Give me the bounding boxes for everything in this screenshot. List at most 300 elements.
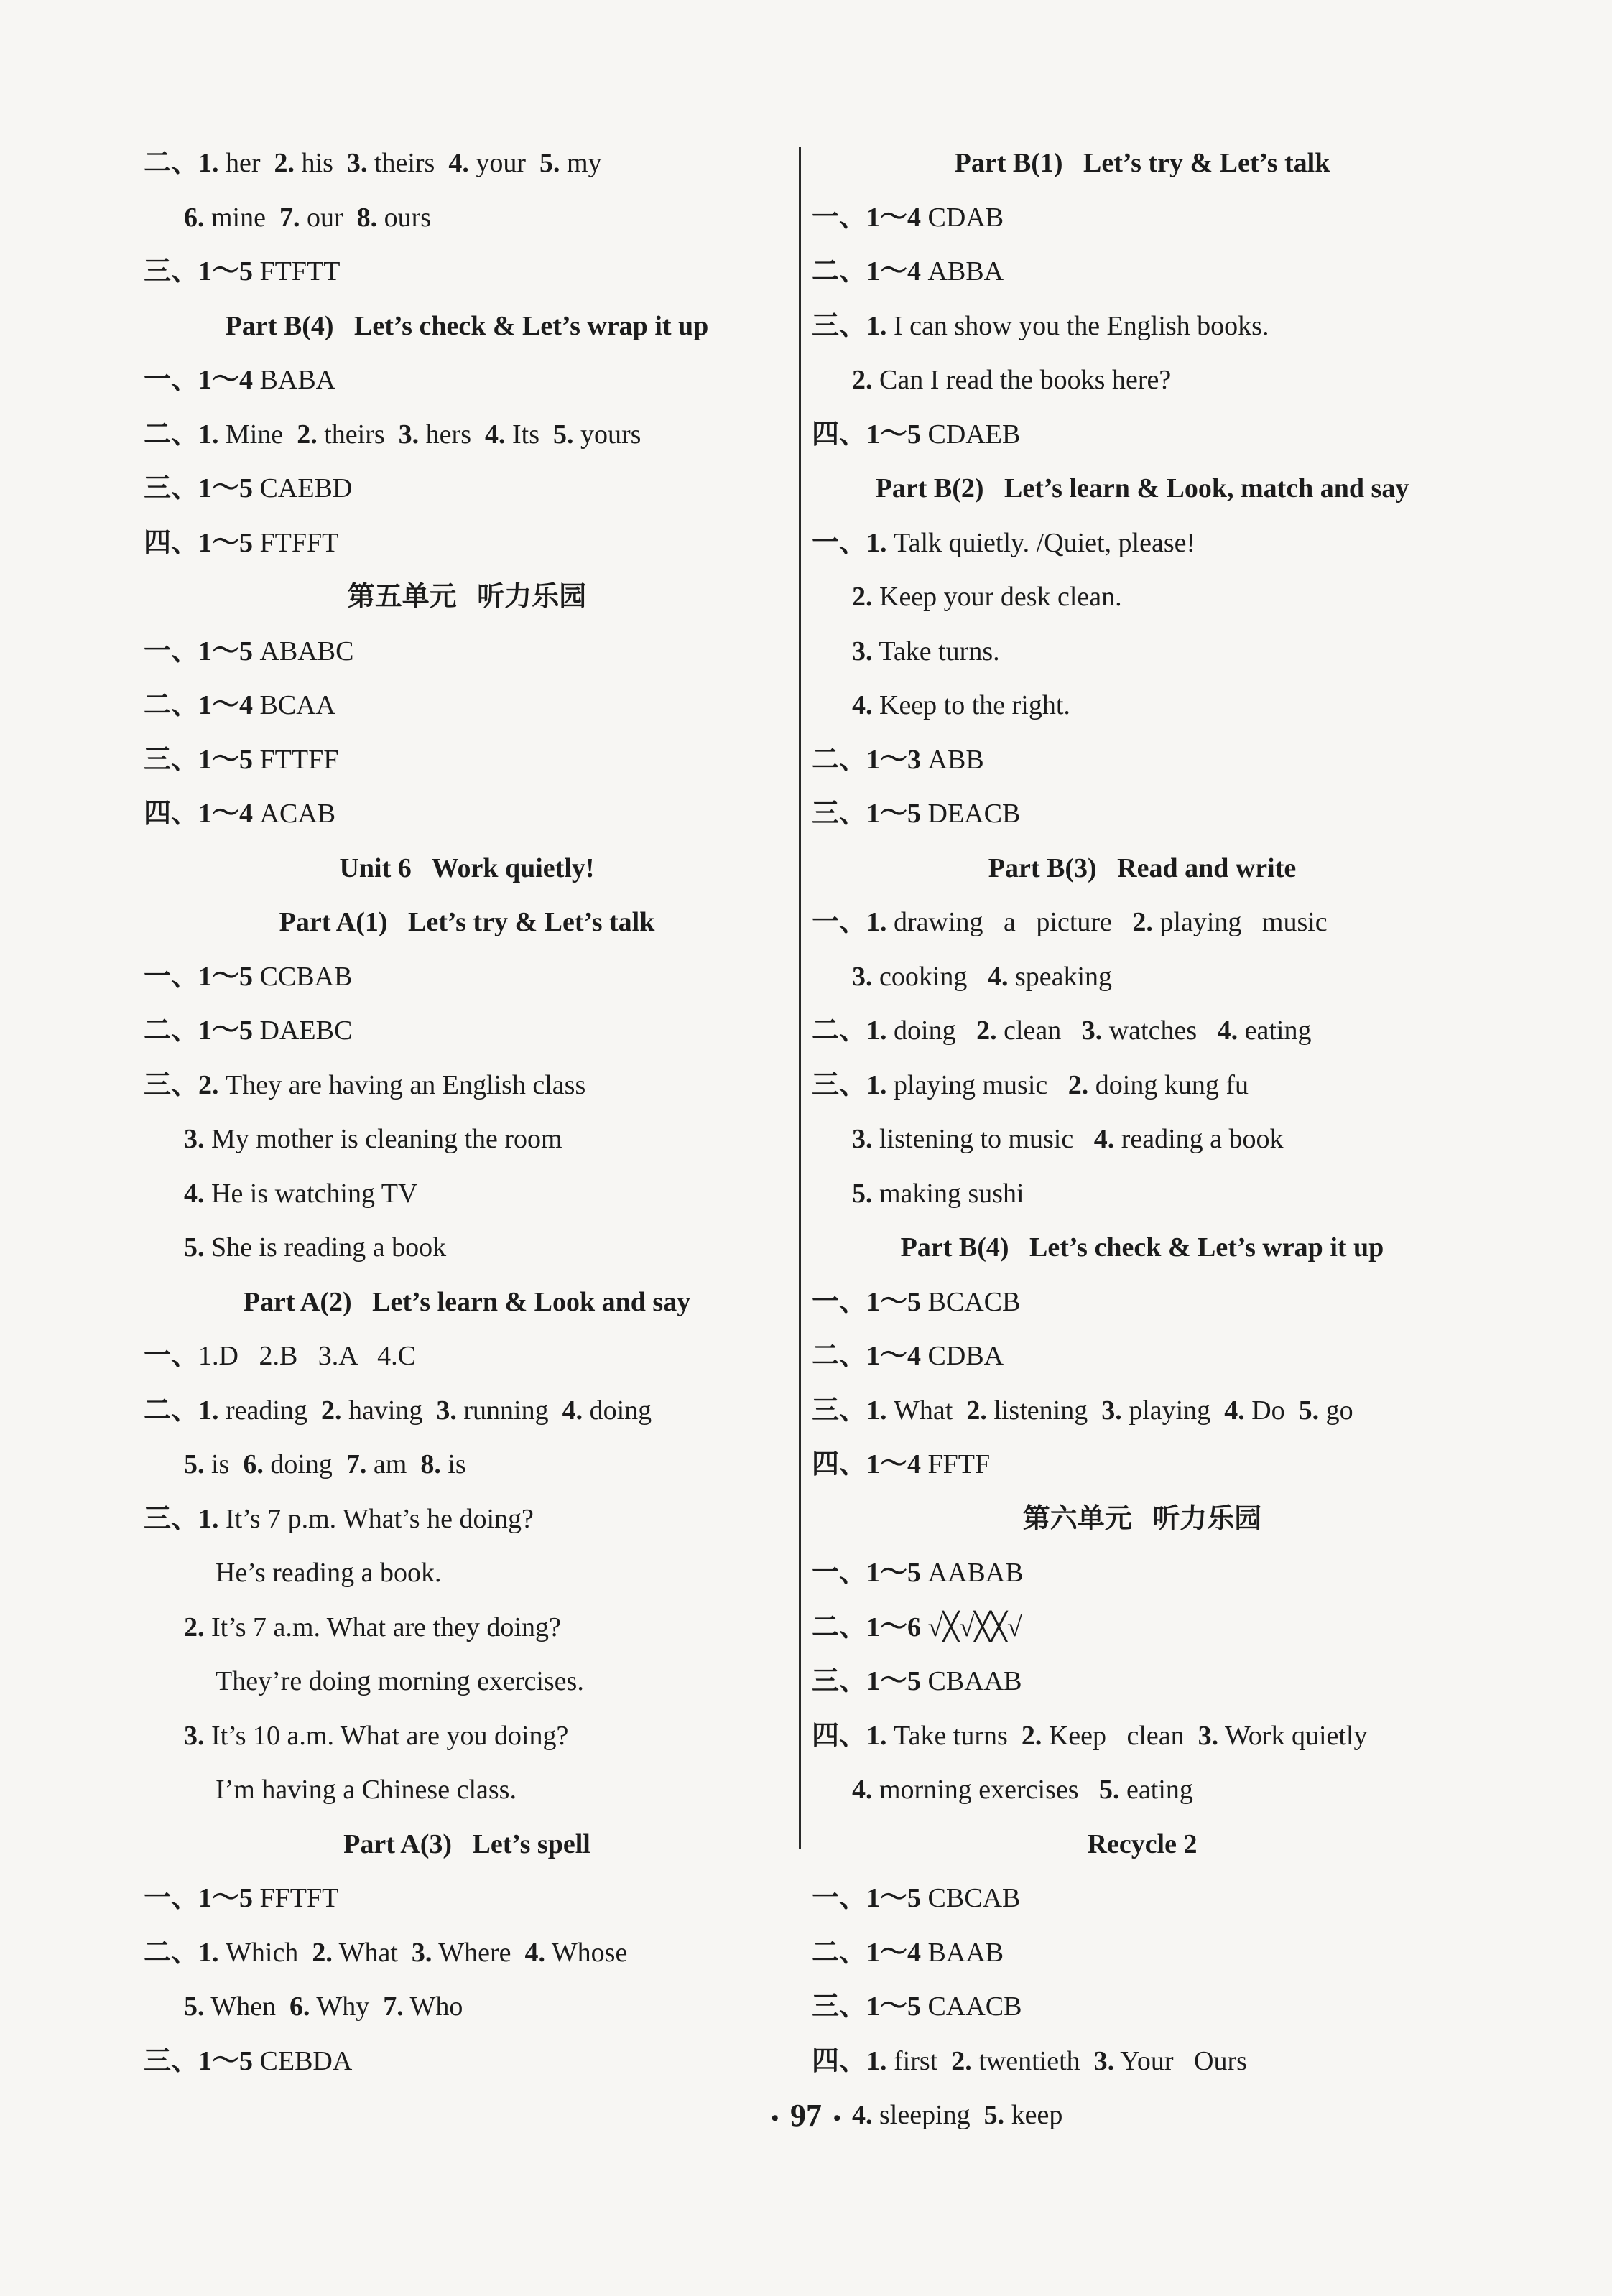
item-number: 5. <box>539 148 560 178</box>
item-number: 1～4 <box>866 202 922 233</box>
answer-text: her <box>218 148 274 178</box>
item-number: 1. <box>866 2045 887 2076</box>
answer-line <box>812 1438 1473 1492</box>
answer-text: CDAEB <box>921 419 1021 450</box>
question-number: 一、 <box>812 1883 867 1913</box>
answer-text: Where <box>432 1937 525 1968</box>
item-number: 1～6 <box>866 1612 922 1642</box>
item-number: 1～5 <box>866 1558 922 1588</box>
item-number: 4. <box>1224 1395 1245 1426</box>
answer-text: Take turns <box>886 1720 1022 1751</box>
answer-line <box>144 787 790 842</box>
answer-text: Keep your desk clean. <box>872 582 1122 612</box>
answer-line <box>812 353 1473 408</box>
answer-text: Keep to the right. <box>872 690 1070 720</box>
question-number: 三、 <box>144 473 199 503</box>
page-number: • 97 • <box>771 2098 841 2133</box>
item-number: 4. <box>184 1178 205 1209</box>
item-number: 1. <box>866 1395 887 1426</box>
answer-line <box>144 1492 790 1547</box>
section-heading-text: 第六单元 听力乐园 <box>1022 1503 1262 1534</box>
section-heading <box>812 1492 1473 1547</box>
answer-line <box>144 191 790 246</box>
item-number: 1～5 <box>198 744 254 775</box>
section-heading-text: Part B(3) Read and write <box>988 852 1297 883</box>
answer-text: ACAB <box>253 799 336 829</box>
item-number: 5. <box>1298 1395 1320 1426</box>
answer-line <box>812 787 1473 842</box>
answer-text: BCACB <box>921 1286 1021 1317</box>
answer-text: watches <box>1102 1015 1218 1046</box>
item-number: 1. <box>198 148 219 178</box>
section-heading-text: Part B(2) Let’s learn & Look, match and say <box>875 473 1409 503</box>
section-heading-text: Part A(1) Let’s try & Let’s talk <box>279 907 655 937</box>
answer-line <box>812 1275 1473 1330</box>
answer-text: doing <box>263 1449 346 1479</box>
item-number: 5. <box>552 419 574 450</box>
answer-line <box>144 462 790 516</box>
answer-text: It’s 7 a.m. What are they doing? <box>204 1612 561 1642</box>
section-heading <box>144 570 790 625</box>
answer-text: ABABC <box>253 636 354 666</box>
answer-text: doing <box>583 1395 652 1426</box>
item-number: 2. <box>1067 1069 1089 1100</box>
answer-text: is <box>440 1449 466 1479</box>
item-number: 3. <box>436 1395 457 1426</box>
answer-text: BAAB <box>921 1937 1004 1968</box>
item-number: 1～4 <box>198 690 254 720</box>
question-number: 四、 <box>144 527 199 558</box>
item-number: 3. <box>411 1937 432 1968</box>
item-number: 2. <box>966 1395 987 1426</box>
item-number: 1～4 <box>866 1449 922 1479</box>
answer-line <box>812 1059 1473 1113</box>
item-number: 1～5 <box>866 419 922 450</box>
item-number: 4. <box>524 1937 545 1968</box>
item-number: 2. <box>852 365 873 395</box>
item-number: 1～3 <box>866 744 922 775</box>
answer-text: clean <box>996 1015 1082 1046</box>
section-heading-text: Part A(3) Let’s spell <box>343 1828 590 1859</box>
item-number: 2. <box>1021 1720 1042 1751</box>
item-number: 1～5 <box>866 1991 922 2022</box>
answer-line <box>812 191 1473 246</box>
item-number: 5. <box>852 1178 873 1209</box>
answer-text: FTFTT <box>253 256 341 287</box>
question-number: 四、 <box>812 1720 867 1751</box>
answer-text: twentieth <box>971 2045 1094 2076</box>
answer-text: BCAA <box>253 690 336 720</box>
answer-text: FTTFF <box>253 744 339 775</box>
answer-text: cooking <box>872 961 988 992</box>
answer-text: It’s 10 a.m. What are you doing? <box>204 1720 569 1751</box>
item-number: 1～5 <box>198 1015 254 1046</box>
answer-text: He’s reading a book. <box>216 1558 442 1588</box>
item-number: 1. <box>198 419 219 450</box>
item-number: 1～5 <box>198 961 254 992</box>
item-number: 2. <box>312 1937 333 1968</box>
section-heading-text: Recycle 2 <box>1087 1828 1198 1859</box>
answer-text: speaking <box>1008 961 1113 992</box>
question-number: 二、 <box>812 744 867 775</box>
answer-line <box>144 245 790 299</box>
answer-line <box>144 1438 790 1492</box>
answer-text: Do <box>1244 1395 1299 1426</box>
answer-text: mine <box>204 202 279 233</box>
item-number: 1～4 <box>866 1341 922 1371</box>
answer-line <box>144 1004 790 1059</box>
item-number: 2. <box>274 148 295 178</box>
item-number: 4. <box>852 690 873 720</box>
answer-text: CEBDA <box>253 2045 353 2076</box>
answer-line <box>144 1926 790 1981</box>
item-number: 8. <box>420 1449 441 1479</box>
section-heading <box>812 136 1473 191</box>
item-number: 2. <box>297 419 318 450</box>
question-number: 二、 <box>812 1015 867 1046</box>
item-number: 3. <box>184 1124 205 1154</box>
answer-line <box>144 408 790 463</box>
item-number: 4. <box>1093 1124 1115 1154</box>
item-number: 2. <box>320 1395 342 1426</box>
answer-text: BABA <box>253 365 336 395</box>
item-number: 1～4 <box>198 365 254 395</box>
section-heading-text: Unit 6 Work quietly! <box>339 852 595 883</box>
answer-text: CCBAB <box>253 961 353 992</box>
question-number: 二、 <box>144 148 199 178</box>
answer-line <box>812 2035 1473 2089</box>
answer-line <box>812 1872 1473 1926</box>
answer-line <box>144 1872 790 1926</box>
answer-text: our <box>300 202 357 233</box>
answer-text: They are having an English class <box>218 1069 586 1100</box>
answer-line <box>812 1167 1473 1222</box>
item-number: 3. <box>1093 2045 1115 2076</box>
answer-text: eating <box>1238 1015 1312 1046</box>
answer-line <box>812 1980 1473 2035</box>
section-heading <box>144 1818 790 1872</box>
question-number: 二、 <box>812 1341 867 1371</box>
answer-line <box>812 1926 1473 1981</box>
answer-text: What <box>886 1395 967 1426</box>
answer-text: Can I read the books here? <box>872 365 1172 395</box>
item-number: 1. <box>866 907 887 937</box>
answer-text: keep <box>1004 2100 1063 2130</box>
answer-text: go <box>1319 1395 1353 1426</box>
answer-text: morning exercises <box>872 1775 1100 1805</box>
answer-line <box>144 679 790 733</box>
answer-line <box>812 516 1473 571</box>
answer-line <box>144 1112 790 1167</box>
question-number: 一、 <box>812 527 867 558</box>
answer-line <box>144 1655 790 1709</box>
item-number: 3. <box>852 1124 873 1154</box>
item-number: 1. <box>866 310 887 341</box>
question-number: 一、 <box>144 961 199 992</box>
item-number: 4. <box>1217 1015 1238 1046</box>
answer-line <box>144 516 790 571</box>
answer-text: DAEBC <box>253 1015 353 1046</box>
answer-line <box>144 353 790 408</box>
question-number: 三、 <box>812 799 867 829</box>
answer-text: theirs <box>367 148 449 178</box>
item-number: 7. <box>279 202 300 233</box>
answer-line <box>812 1709 1473 1764</box>
answer-line <box>812 950 1473 1005</box>
answer-line <box>812 1763 1473 1818</box>
answer-line <box>812 245 1473 299</box>
answer-text: I’m having a Chinese class. <box>216 1775 517 1805</box>
question-number: 四、 <box>144 799 199 829</box>
item-number: 7. <box>346 1449 367 1479</box>
answer-text: Who <box>403 1991 463 2022</box>
answer-line <box>812 896 1473 950</box>
answer-text: sleeping <box>872 2100 984 2130</box>
question-number: 三、 <box>812 1069 867 1100</box>
answer-line <box>144 1167 790 1222</box>
question-number: 一、 <box>144 636 199 666</box>
answer-line <box>144 1546 790 1601</box>
question-number: 四、 <box>812 419 867 450</box>
item-number: 3. <box>1101 1395 1122 1426</box>
answer-text: CBCAB <box>921 1883 1021 1913</box>
section-heading-text: Part A(2) Let’s learn & Look and say <box>243 1286 691 1317</box>
answer-text: She is reading a book <box>204 1232 447 1263</box>
answer-text: FFTF <box>921 1449 991 1479</box>
item-number: 2. <box>1132 907 1153 937</box>
answer-line <box>144 1980 790 2035</box>
item-number: 6. <box>243 1449 264 1479</box>
item-number: 8. <box>356 202 378 233</box>
item-number: 1～5 <box>198 256 254 287</box>
answer-text: Its <box>505 419 553 450</box>
answer-line <box>144 733 790 788</box>
item-number: 1～5 <box>198 1883 254 1913</box>
answer-line <box>144 1384 790 1439</box>
answer-text: drawing a picture <box>886 907 1133 937</box>
question-number: 二、 <box>144 419 199 450</box>
item-number: 3. <box>852 636 873 666</box>
answer-text: am <box>366 1449 421 1479</box>
answer-text: CDAB <box>921 202 1004 233</box>
question-number: 一、 <box>812 202 867 233</box>
item-number: 1～4 <box>866 1937 922 1968</box>
answer-text: doing kung fu <box>1088 1069 1249 1100</box>
answer-text: My mother is cleaning the room <box>204 1124 562 1154</box>
item-number: 4. <box>987 961 1009 992</box>
item-number: 4. <box>852 1775 873 1805</box>
item-number: 3. <box>398 419 420 450</box>
section-heading <box>144 1275 790 1330</box>
answer-text: 1.D 2.B 3.A 4.C <box>198 1341 416 1371</box>
answer-line <box>812 570 1473 625</box>
question-number: 一、 <box>812 1558 867 1588</box>
answer-text: Your Ours <box>1114 2045 1247 2076</box>
section-heading <box>144 896 790 950</box>
answer-line <box>812 1112 1473 1167</box>
answer-text: Whose <box>545 1937 628 1968</box>
answer-line <box>144 2035 790 2089</box>
column-divider <box>799 147 801 1849</box>
question-number: 二、 <box>144 690 199 720</box>
answer-text: CAACB <box>921 1991 1022 2022</box>
question-number: 三、 <box>812 1991 867 2022</box>
answer-text: playing music <box>886 1069 1068 1100</box>
section-heading <box>144 299 790 354</box>
item-number: 1～5 <box>866 1666 922 1696</box>
section-heading <box>812 462 1473 516</box>
item-number: 1～5 <box>198 2045 254 2076</box>
section-heading <box>812 842 1473 896</box>
item-number: 6. <box>289 1991 310 2022</box>
section-heading <box>812 1221 1473 1275</box>
item-number: 1～4 <box>198 799 254 829</box>
answer-text: They’re doing morning exercises. <box>216 1666 584 1696</box>
answer-text: doing <box>886 1015 977 1046</box>
item-number: 1. <box>198 1395 219 1426</box>
answer-line <box>812 1601 1473 1655</box>
item-number: 7. <box>383 1991 404 2022</box>
section-heading <box>812 1818 1473 1872</box>
item-number: 1～5 <box>866 799 922 829</box>
item-number: 3. <box>346 148 368 178</box>
answer-text: Mine <box>218 419 297 450</box>
answer-text: is <box>204 1449 244 1479</box>
item-number: 3. <box>852 961 873 992</box>
page-number-text: 97 <box>790 2098 822 2133</box>
answer-text: When <box>204 1991 290 2022</box>
answer-text: FFTFT <box>253 1883 339 1913</box>
answer-text: Keep clean <box>1042 1720 1198 1751</box>
question-number: 二、 <box>144 1015 199 1046</box>
item-number: 4. <box>562 1395 583 1426</box>
section-heading-text: Part B(4) Let’s check & Let’s wrap it up <box>225 310 709 341</box>
answer-text: AABAB <box>921 1558 1024 1588</box>
answer-text: eating <box>1119 1775 1193 1805</box>
item-number: 1～5 <box>866 1286 922 1317</box>
item-number: 4. <box>852 2100 873 2130</box>
question-number: 一、 <box>812 1286 867 1317</box>
item-number: 2. <box>184 1612 205 1642</box>
item-number: 1. <box>866 1015 887 1046</box>
section-heading-text: Part B(4) Let’s check & Let’s wrap it up <box>900 1232 1384 1263</box>
item-number: 5. <box>184 1449 205 1479</box>
answer-text: your <box>468 148 539 178</box>
item-number: 1. <box>198 1503 219 1534</box>
answer-text: theirs <box>317 419 399 450</box>
answer-text: Take turns. <box>872 636 1000 666</box>
item-number: 1. <box>866 1069 887 1100</box>
answer-line <box>144 1329 790 1384</box>
item-number: 1～5 <box>198 636 254 666</box>
answer-text: CAEBD <box>253 473 353 503</box>
question-number: 二、 <box>144 1937 199 1968</box>
question-number: 三、 <box>144 1503 199 1534</box>
answer-line <box>812 408 1473 463</box>
answer-line <box>812 1004 1473 1059</box>
item-number: 3. <box>184 1720 205 1751</box>
answer-text: DEACB <box>921 799 1021 829</box>
item-number: 1～5 <box>198 473 254 503</box>
answer-line <box>144 1709 790 1764</box>
answer-text: I can show you the English books. <box>886 310 1269 341</box>
answer-line <box>144 1763 790 1818</box>
answer-line <box>144 1601 790 1655</box>
answer-line <box>812 1546 1473 1601</box>
answer-text: Which <box>218 1937 312 1968</box>
section-heading-text: 第五单元 听力乐园 <box>347 582 587 612</box>
answer-text: CBAAB <box>921 1666 1022 1696</box>
answer-line <box>812 679 1473 733</box>
answer-text: playing <box>1121 1395 1225 1426</box>
answer-text: hers <box>419 419 485 450</box>
answer-text: my <box>560 148 602 178</box>
item-number: 3. <box>1198 1720 1219 1751</box>
item-number: 5. <box>184 1232 205 1263</box>
question-number: 一、 <box>144 1341 199 1371</box>
answer-text: listening <box>986 1395 1102 1426</box>
item-number: 2. <box>976 1015 997 1046</box>
answer-line <box>144 950 790 1005</box>
item-number: 1～5 <box>866 1883 922 1913</box>
answer-text: listening to music <box>872 1124 1094 1154</box>
question-number: 三、 <box>812 310 867 341</box>
question-number: 三、 <box>144 2045 199 2076</box>
item-number: 5. <box>1099 1775 1120 1805</box>
answer-text: What <box>332 1937 412 1968</box>
question-number: 一、 <box>812 907 867 937</box>
answer-text: Why <box>310 1991 384 2022</box>
section-heading <box>144 842 790 896</box>
item-number: 4. <box>484 419 506 450</box>
answer-text: reading a book <box>1114 1124 1284 1154</box>
question-number: 三、 <box>812 1395 867 1426</box>
answer-text: FTFFT <box>253 527 339 558</box>
answer-text: yours <box>573 419 641 450</box>
item-number: 1. <box>198 1937 219 1968</box>
item-number: 5. <box>184 1991 205 2022</box>
question-number: 三、 <box>144 256 199 287</box>
answer-text: Talk quietly. /Quiet, please! <box>886 527 1196 558</box>
answer-text: making sushi <box>872 1178 1024 1209</box>
question-number: 三、 <box>144 1069 199 1100</box>
item-number: 2. <box>198 1069 219 1100</box>
question-number: 四、 <box>812 2045 867 2076</box>
answer-text: ABBA <box>921 256 1004 287</box>
answer-text: He is watching TV <box>204 1178 418 1209</box>
question-number: 三、 <box>812 1666 867 1696</box>
section-heading-text: Part B(1) Let’s try & Let’s talk <box>954 148 1330 178</box>
question-number: 二、 <box>812 1612 867 1642</box>
item-number: 2. <box>951 2045 972 2076</box>
question-number: 三、 <box>144 744 199 775</box>
item-number: 1～4 <box>866 256 922 287</box>
question-number: 二、 <box>144 1395 199 1426</box>
answer-line <box>144 1059 790 1113</box>
answer-text: first <box>886 2045 952 2076</box>
answer-text: ABB <box>921 744 984 775</box>
answer-text: playing music <box>1152 907 1328 937</box>
answer-text: running <box>456 1395 562 1426</box>
answer-line <box>144 625 790 679</box>
item-number: 1～5 <box>198 527 254 558</box>
answer-text: √╳√╳╳√ <box>921 1612 1022 1642</box>
question-number: 一、 <box>144 1883 199 1913</box>
item-number: 1. <box>866 1720 887 1751</box>
answer-text: Work quietly <box>1218 1720 1368 1751</box>
answer-line <box>812 299 1473 354</box>
item-number: 4. <box>448 148 469 178</box>
